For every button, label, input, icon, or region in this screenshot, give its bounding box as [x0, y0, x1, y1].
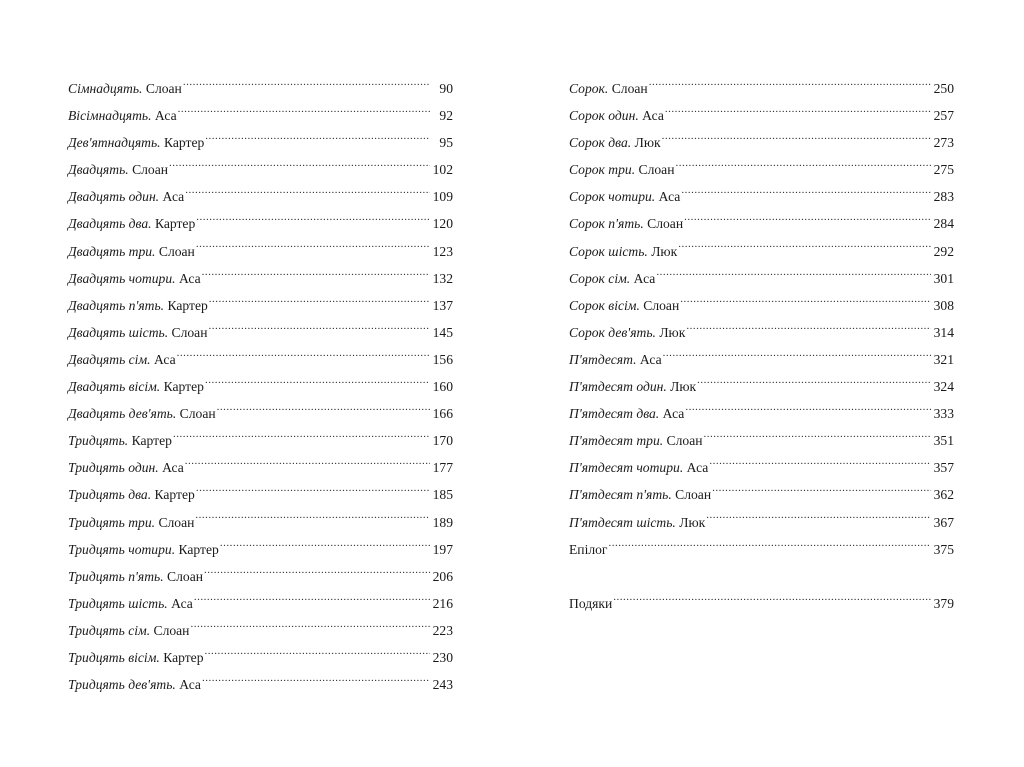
chapter-ordinal: П'ятдесят.	[569, 351, 637, 367]
chapter-ordinal: Тридцять два.	[68, 487, 152, 503]
chapter-ordinal: Тридцять п'ять.	[68, 568, 164, 584]
toc-entry-page: 375	[933, 541, 954, 557]
chapter-narrator: Аса	[162, 460, 184, 476]
chapter-narrator: Картер	[163, 135, 205, 151]
toc-right-entries	[569, 75, 954, 536]
chapter-narrator: Слоан	[179, 406, 216, 422]
toc-entry-title	[68, 292, 208, 319]
toc-entry-page: 120	[432, 216, 453, 232]
chapter-ordinal: Тридцять шість.	[68, 595, 168, 611]
chapter-ordinal: Сорок сім.	[569, 270, 631, 286]
chapter-narrator: Аса	[178, 270, 201, 286]
chapter-narrator: Слоан	[675, 487, 712, 503]
toc-left-column	[68, 75, 453, 698]
chapter-narrator: Картер	[154, 216, 196, 232]
toc-entry-page: 160	[432, 379, 453, 395]
dot-leader	[196, 242, 430, 256]
toc-entry-page: 250	[933, 81, 954, 96]
chapter-narrator: Картер	[154, 487, 195, 503]
chapter-narrator: Слоан	[611, 81, 648, 96]
toc-entry-page: 243	[432, 677, 453, 693]
chapter-ordinal: Тридцять чотири.	[68, 541, 176, 557]
toc-entry-page: 321	[933, 351, 954, 367]
toc-entry	[569, 509, 954, 536]
dot-leader	[205, 134, 430, 148]
toc-entry-page: 145	[432, 324, 453, 340]
toc-entry-page: 324	[933, 379, 954, 395]
toc-entry	[68, 373, 453, 400]
dot-leader	[678, 242, 931, 256]
dot-leader	[190, 621, 430, 635]
toc-entry-epilogue	[569, 536, 954, 563]
toc-entry-title	[569, 427, 703, 454]
toc-entry-title: Епілог	[569, 541, 608, 557]
toc-entry-title	[68, 102, 177, 129]
dot-leader	[205, 377, 430, 391]
spacer	[569, 563, 954, 590]
dot-leader	[220, 540, 430, 554]
toc-entry-title	[569, 183, 680, 210]
dot-leader	[609, 540, 931, 554]
toc-entry-title	[68, 400, 216, 427]
toc-entry-title	[68, 563, 203, 590]
toc-entry-title	[569, 509, 705, 536]
toc-entry-title	[68, 454, 184, 481]
dot-leader	[662, 134, 931, 148]
chapter-ordinal: Сорок два.	[569, 135, 632, 151]
toc-entry-title	[68, 210, 195, 237]
toc-entry-page: 156	[432, 351, 453, 367]
chapter-narrator: Слоан	[158, 243, 195, 259]
chapter-narrator: Картер	[167, 297, 208, 313]
chapter-narrator: Аса	[642, 108, 664, 124]
toc-entry	[68, 644, 453, 671]
chapter-narrator: Аса	[179, 677, 201, 693]
chapter-narrator: Аса	[658, 189, 681, 205]
chapter-ordinal: П'ятдесят три.	[569, 433, 664, 449]
toc-entry-title	[68, 129, 204, 156]
toc-entry-title	[569, 129, 661, 156]
chapter-narrator: Люк	[670, 379, 697, 395]
toc-entry	[569, 319, 954, 346]
toc-entry	[68, 102, 453, 129]
chapter-narrator: Картер	[163, 649, 204, 665]
toc-entry-title	[569, 346, 662, 373]
toc-entry-title	[68, 644, 204, 671]
dot-leader	[169, 161, 430, 175]
toc-entry	[68, 617, 453, 644]
toc-entry-title	[68, 536, 219, 563]
chapter-ordinal: Двадцять.	[68, 162, 129, 178]
chapter-narrator: Картер	[178, 541, 219, 557]
chapter-narrator: Аса	[171, 595, 193, 611]
toc-entry-title	[68, 427, 172, 454]
toc-entry-page: 230	[432, 649, 453, 665]
dot-leader	[183, 79, 430, 93]
chapter-narrator: Люк	[659, 324, 686, 340]
dot-leader	[204, 567, 430, 581]
toc-entry-page: 189	[432, 514, 453, 530]
chapter-narrator: Люк	[651, 243, 678, 259]
toc-entry-page: 367	[933, 514, 954, 530]
toc-entry	[569, 346, 954, 373]
chapter-ordinal: Двадцять вісім.	[68, 379, 161, 395]
chapter-ordinal: Дев'ятнадцять.	[68, 135, 161, 151]
toc-entry	[68, 590, 453, 617]
dot-leader	[202, 675, 430, 689]
toc-entry-page: 216	[432, 595, 453, 611]
toc-entry-title	[569, 400, 684, 427]
toc-entry-title	[68, 319, 208, 346]
toc-entry-page: 283	[933, 189, 954, 205]
chapter-ordinal: Тридцять вісім.	[68, 649, 160, 665]
chapter-ordinal: Тридцять один.	[68, 460, 159, 476]
dot-leader	[217, 405, 430, 419]
toc-entry-page: 223	[432, 622, 453, 638]
dot-leader	[684, 215, 931, 229]
chapter-ordinal: П'ятдесят чотири.	[569, 460, 684, 476]
chapter-ordinal: Сорок три.	[569, 162, 636, 178]
toc-entry-page: 257	[933, 108, 954, 124]
toc-entry-page: 166	[432, 406, 453, 422]
chapter-ordinal: Двадцять п'ять.	[68, 297, 165, 313]
dot-leader	[697, 377, 931, 391]
chapter-narrator: Слоан	[132, 162, 169, 178]
dot-leader	[613, 594, 931, 608]
chapter-ordinal: Вісімнадцять.	[68, 108, 152, 124]
toc-entry	[68, 156, 453, 183]
toc-entry-title	[569, 319, 685, 346]
chapter-narrator: Люк	[634, 135, 661, 151]
toc-entry-page: 314	[933, 324, 954, 340]
toc-entry	[68, 454, 453, 481]
chapter-ordinal: Двадцять один.	[68, 189, 160, 205]
toc-entry-page: 284	[933, 216, 954, 232]
toc-entry	[68, 319, 453, 346]
toc-entry-page: 109	[432, 189, 453, 205]
toc-entry-title	[569, 75, 648, 102]
toc-entry-page: 197	[432, 541, 453, 557]
dot-leader	[202, 269, 430, 283]
dot-leader	[196, 486, 430, 500]
chapter-narrator: Слоан	[153, 622, 190, 638]
toc-entry	[68, 292, 453, 319]
chapter-narrator: Аса	[686, 460, 709, 476]
dot-leader	[185, 188, 430, 202]
chapter-ordinal: П'ятдесят п'ять.	[569, 487, 672, 503]
dot-leader	[177, 350, 430, 364]
dot-leader	[676, 161, 932, 175]
toc-entry-title	[569, 156, 675, 183]
chapter-ordinal: Тридцять сім.	[68, 622, 151, 638]
toc-entry	[569, 129, 954, 156]
dot-leader	[665, 107, 931, 121]
dot-leader	[686, 323, 931, 337]
toc-entry-title	[569, 454, 708, 481]
chapter-ordinal: Сорок чотири.	[569, 189, 656, 205]
toc-entry-page: 132	[432, 270, 453, 286]
toc-right-column	[569, 75, 954, 617]
toc-entry	[68, 210, 453, 237]
chapter-narrator: Люк	[679, 514, 706, 530]
toc-entry-page: 185	[432, 487, 453, 503]
toc-entry	[68, 75, 453, 102]
toc-entry-title	[68, 183, 184, 210]
chapter-ordinal: Тридцять дев'ять.	[68, 677, 176, 693]
chapter-ordinal: Двадцять дев'ять.	[68, 406, 177, 422]
chapter-ordinal: Тридцять.	[68, 433, 129, 449]
toc-entry	[68, 481, 453, 508]
chapter-narrator: Слоан	[171, 324, 208, 340]
dot-leader	[209, 296, 430, 310]
toc-entry	[68, 183, 453, 210]
toc-entry	[569, 183, 954, 210]
toc-entry-title	[569, 292, 679, 319]
toc-entry	[569, 400, 954, 427]
chapter-ordinal: Сорок шість.	[569, 243, 648, 259]
chapter-narrator: Слоан	[167, 568, 204, 584]
toc-entry	[569, 454, 954, 481]
toc-entry-title	[68, 671, 201, 698]
toc-entry-page: 95	[439, 135, 453, 151]
toc-entry-page: 308	[933, 297, 954, 313]
chapter-ordinal: П'ятдесят один.	[569, 379, 667, 395]
toc-entry	[569, 292, 954, 319]
toc-entry-title	[68, 590, 193, 617]
chapter-narrator: Аса	[633, 270, 656, 286]
toc-entry-title: Подяки	[569, 595, 613, 611]
chapter-ordinal: Двадцять сім.	[68, 351, 151, 367]
dot-leader	[663, 350, 931, 364]
dot-leader	[173, 432, 430, 446]
toc-entry-title	[68, 617, 189, 644]
chapter-narrator: Аса	[153, 351, 176, 367]
toc-entry	[569, 427, 954, 454]
toc-entry-title	[569, 373, 696, 400]
toc-entry	[68, 509, 453, 536]
chapter-narrator: Картер	[163, 379, 204, 395]
toc-entry-title	[68, 238, 195, 265]
toc-entry-page: 362	[933, 487, 954, 503]
toc-entry-title	[68, 373, 204, 400]
toc-entry	[569, 210, 954, 237]
toc-entry-title	[569, 210, 683, 237]
dot-leader	[680, 296, 931, 310]
chapter-ordinal: Сорок дев'ять.	[569, 324, 656, 340]
dot-leader	[712, 486, 931, 500]
dot-leader	[649, 79, 931, 93]
chapter-ordinal: Двадцять шість.	[68, 324, 169, 340]
toc-entry-page: 351	[933, 433, 954, 449]
toc-entry	[569, 75, 954, 102]
toc-entry-page: 92	[439, 108, 453, 124]
chapter-ordinal: Сорок вісім.	[569, 297, 640, 313]
toc-entry-page: 292	[933, 243, 954, 259]
toc-entry-title	[569, 481, 711, 508]
dot-leader	[706, 513, 931, 527]
toc-entry	[569, 156, 954, 183]
toc-entry-page: 90	[439, 81, 453, 96]
toc-entry-page: 137	[432, 297, 453, 313]
chapter-narrator: Картер	[131, 433, 172, 449]
dot-leader	[656, 269, 931, 283]
dot-leader	[685, 405, 931, 419]
chapter-ordinal: Сорок п'ять.	[569, 216, 644, 232]
toc-entry	[68, 238, 453, 265]
toc-entry	[68, 346, 453, 373]
chapter-narrator: Слоан	[158, 514, 195, 530]
chapter-ordinal: Тридцять три.	[68, 514, 156, 530]
toc-entry-title	[68, 75, 182, 102]
chapter-narrator: Слоан	[647, 216, 684, 232]
toc-entry	[569, 102, 954, 129]
toc-entry	[68, 129, 453, 156]
chapter-ordinal: Двадцять чотири.	[68, 270, 176, 286]
chapter-ordinal: Сімнадцять.	[68, 81, 143, 96]
toc-entry	[68, 536, 453, 563]
toc-entry-page: 275	[933, 162, 954, 178]
chapter-narrator: Слоан	[643, 297, 680, 313]
toc-entry-page: 177	[432, 460, 453, 476]
toc-entry	[569, 238, 954, 265]
toc-entry	[569, 481, 954, 508]
toc-entry	[68, 671, 453, 698]
toc-entry-page: 170	[432, 433, 453, 449]
toc-entry	[569, 373, 954, 400]
toc-entry-title	[569, 102, 664, 129]
toc-entry-title	[569, 265, 655, 292]
chapter-ordinal: П'ятдесят два.	[569, 406, 660, 422]
chapter-ordinal: Сорок один.	[569, 108, 639, 124]
chapter-narrator: Слоан	[145, 81, 182, 96]
dot-leader	[704, 432, 931, 446]
toc-entry-title	[68, 509, 194, 536]
toc-entry-page: 123	[432, 243, 453, 259]
toc-entry	[68, 400, 453, 427]
toc-entry-title	[68, 156, 168, 183]
dot-leader	[709, 459, 931, 473]
toc-entry	[68, 427, 453, 454]
dot-leader	[195, 513, 430, 527]
dot-leader	[209, 323, 431, 337]
dot-leader	[205, 648, 431, 662]
toc-entry-page: 273	[933, 135, 954, 151]
chapter-narrator: Аса	[154, 108, 177, 124]
toc-entry-title	[68, 481, 195, 508]
chapter-narrator: Слоан	[666, 433, 703, 449]
chapter-narrator: Аса	[662, 406, 685, 422]
dot-leader	[178, 107, 430, 121]
toc-entry-acknowledgements	[569, 590, 954, 617]
toc-entry-page: 333	[933, 406, 954, 422]
dot-leader	[185, 459, 430, 473]
toc-entry-page: 206	[432, 568, 453, 584]
chapter-ordinal: П'ятдесят шість.	[569, 514, 676, 530]
chapter-narrator: Аса	[162, 189, 185, 205]
chapter-ordinal: Двадцять три.	[68, 243, 156, 259]
toc-entry	[569, 265, 954, 292]
toc-entry	[68, 563, 453, 590]
toc-entry-title	[68, 265, 201, 292]
chapter-narrator: Слоан	[638, 162, 675, 178]
dot-leader	[681, 188, 931, 202]
chapter-ordinal: Сорок.	[569, 81, 609, 96]
toc-entry-page: 379	[933, 595, 954, 611]
dot-leader	[194, 594, 430, 608]
chapter-narrator: Аса	[639, 351, 662, 367]
toc-entry	[68, 265, 453, 292]
toc-entry-page: 357	[933, 460, 954, 476]
toc-entry-title	[569, 238, 677, 265]
toc-entry-page: 301	[933, 270, 954, 286]
chapter-ordinal: Двадцять два.	[68, 216, 152, 232]
toc-entry-title	[68, 346, 176, 373]
dot-leader	[196, 215, 430, 229]
toc-entry-page: 102	[432, 162, 453, 178]
